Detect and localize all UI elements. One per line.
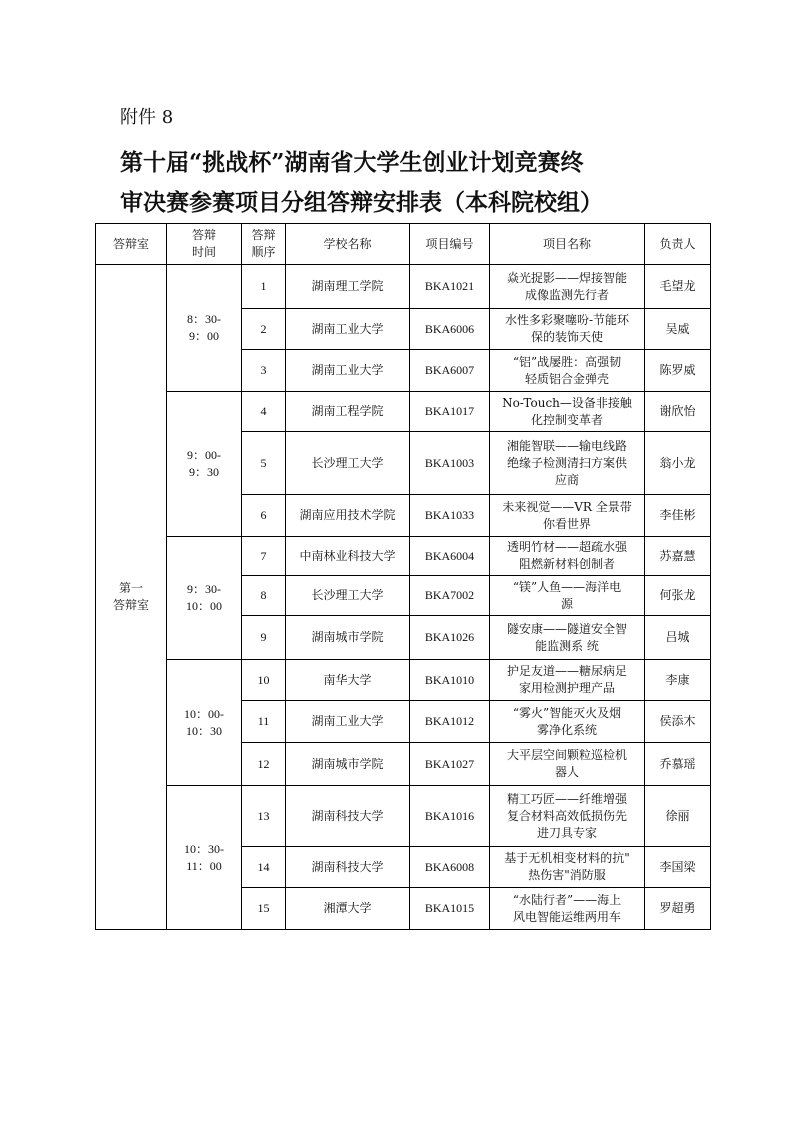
order-cell: 4 [242,392,286,432]
leader-cell: 李佳彬 [645,495,711,537]
leader-cell: 翁小龙 [645,432,711,495]
project-code-cell: BKA1012 [410,701,490,743]
leader-cell: 毛望龙 [645,265,711,309]
leader-cell: 吕城 [645,616,711,660]
header-school: 学校名称 [286,224,410,265]
project-name-cell: “镁”人鱼——海洋电 源 [490,576,645,616]
school-cell: 湖南科技大学 [286,847,410,888]
order-cell: 12 [242,743,286,786]
project-name-cell: No-Touch—设备非接触 化控制变革者 [490,392,645,432]
header-order: 答辩 顺序 [242,224,286,265]
project-name-cell: 护足友道——糖尿病足 家用检测护理产品 [490,660,645,701]
project-code-cell: BKA1003 [410,432,490,495]
order-cell: 1 [242,265,286,309]
project-name-cell: 隧安康——隧道安全智 能监测系 统 [490,616,645,660]
header-time: 答辩 时间 [167,224,242,265]
school-cell: 湖南科技大学 [286,786,410,847]
project-code-cell: BKA6007 [410,350,490,392]
room-cell: 第一 答辩室 [96,265,167,930]
school-cell: 湖南工程学院 [286,392,410,432]
table-row [96,392,711,432]
time-slot-cell: 10：30- 11：00 [167,786,242,930]
project-name-cell: 水性多彩聚噻吩-节能环 保的装饰天使 [490,309,645,350]
order-cell: 7 [242,537,286,576]
project-code-cell: BKA7002 [410,576,490,616]
school-cell: 湖南城市学院 [286,616,410,660]
project-name-cell: “雾火”智能灭火及烟 雾净化系统 [490,701,645,743]
order-cell: 11 [242,701,286,743]
school-cell: 南华大学 [286,660,410,701]
project-name-cell: “铝”战屡胜：高强韧 轻质铝合金弹壳 [490,350,645,392]
project-code-cell: BKA1026 [410,616,490,660]
leader-cell: 何张龙 [645,576,711,616]
project-code-cell: BKA1033 [410,495,490,537]
time-slot-cell: 8：30- 9：00 [167,265,242,392]
project-name-cell: 基于无机相变材料的抗" 热伤害"消防服 [490,847,645,888]
leader-cell: 谢欣怡 [645,392,711,432]
project-code-cell: BKA1021 [410,265,490,309]
schedule-table [95,223,711,930]
order-cell: 13 [242,786,286,847]
order-cell: 2 [242,309,286,350]
document-title-line-1: 第十届“挑战杯”湖南省大学生创业计划竞赛终 [120,149,584,176]
project-code-cell: BKA6008 [410,847,490,888]
order-cell: 10 [242,660,286,701]
order-cell: 8 [242,576,286,616]
order-cell: 5 [242,432,286,495]
leader-cell: 苏嘉慧 [645,537,711,576]
project-code-cell: BKA1016 [410,786,490,847]
project-name-cell: 焱光捉影——焊接智能 成像监测先行者 [490,265,645,309]
school-cell: 湖南工业大学 [286,350,410,392]
header-row [96,224,711,265]
school-cell: 中南林业科技大学 [286,537,410,576]
school-cell: 长沙理工大学 [286,432,410,495]
school-cell: 湖南应用技术学院 [286,495,410,537]
time-slot-cell: 10：00- 10：30 [167,660,242,786]
school-cell: 湘潭大学 [286,888,410,930]
leader-cell: 李康 [645,660,711,701]
project-code-cell: BKA1015 [410,888,490,930]
leader-cell: 陈罗威 [645,350,711,392]
order-cell: 9 [242,616,286,660]
order-cell: 14 [242,847,286,888]
school-cell: 湖南城市学院 [286,743,410,786]
time-slot-cell: 9：30- 10：00 [167,537,242,660]
project-code-cell: BKA6006 [410,309,490,350]
order-cell: 3 [242,350,286,392]
project-name-cell: 湘能智联——输电线路 绝缘子检测清扫方案供 应商 [490,432,645,495]
project-code-cell: BKA1017 [410,392,490,432]
leader-cell: 侯添木 [645,701,711,743]
project-code-cell: BKA1010 [410,660,490,701]
project-code-cell: BKA6004 [410,537,490,576]
school-cell: 湖南工业大学 [286,309,410,350]
table-row [96,537,711,576]
project-name-cell: 未来视觉——VR 全景带 你看世界 [490,495,645,537]
order-cell: 15 [242,888,286,930]
attachment-label: 附件 8 [120,107,174,128]
leader-cell: 罗超勇 [645,888,711,930]
project-name-cell: 精工巧匠——纤维增强 复合材料高效低损伤先 进刀具专家 [490,786,645,847]
order-cell: 6 [242,495,286,537]
leader-cell: 徐丽 [645,786,711,847]
project-name-cell: “水陆行者”——海上 风电智能运维两用车 [490,888,645,930]
time-slot-cell: 9：00- 9：30 [167,392,242,537]
school-cell: 湖南工业大学 [286,701,410,743]
header-project: 项目名称 [490,224,645,265]
schedule-body [96,265,711,930]
leader-cell: 吴威 [645,309,711,350]
school-cell: 湖南理工学院 [286,265,410,309]
leader-cell: 乔慕瑶 [645,743,711,786]
header-code: 项目编号 [410,224,490,265]
project-name-cell: 大平层空间颗粒巡检机 器人 [490,743,645,786]
table-row [96,265,711,309]
leader-cell: 李国梁 [645,847,711,888]
header-leader: 负责人 [645,224,711,265]
table-row [96,786,711,847]
table-row [96,660,711,701]
school-cell: 长沙理工大学 [286,576,410,616]
header-room: 答辩室 [96,224,167,265]
project-code-cell: BKA1027 [410,743,490,786]
project-name-cell: 透明竹材——超疏水强 阻燃新材料创制者 [490,537,645,576]
document-title-line-2: 审决赛参赛项目分组答辩安排表（本科院校组） [120,189,603,216]
